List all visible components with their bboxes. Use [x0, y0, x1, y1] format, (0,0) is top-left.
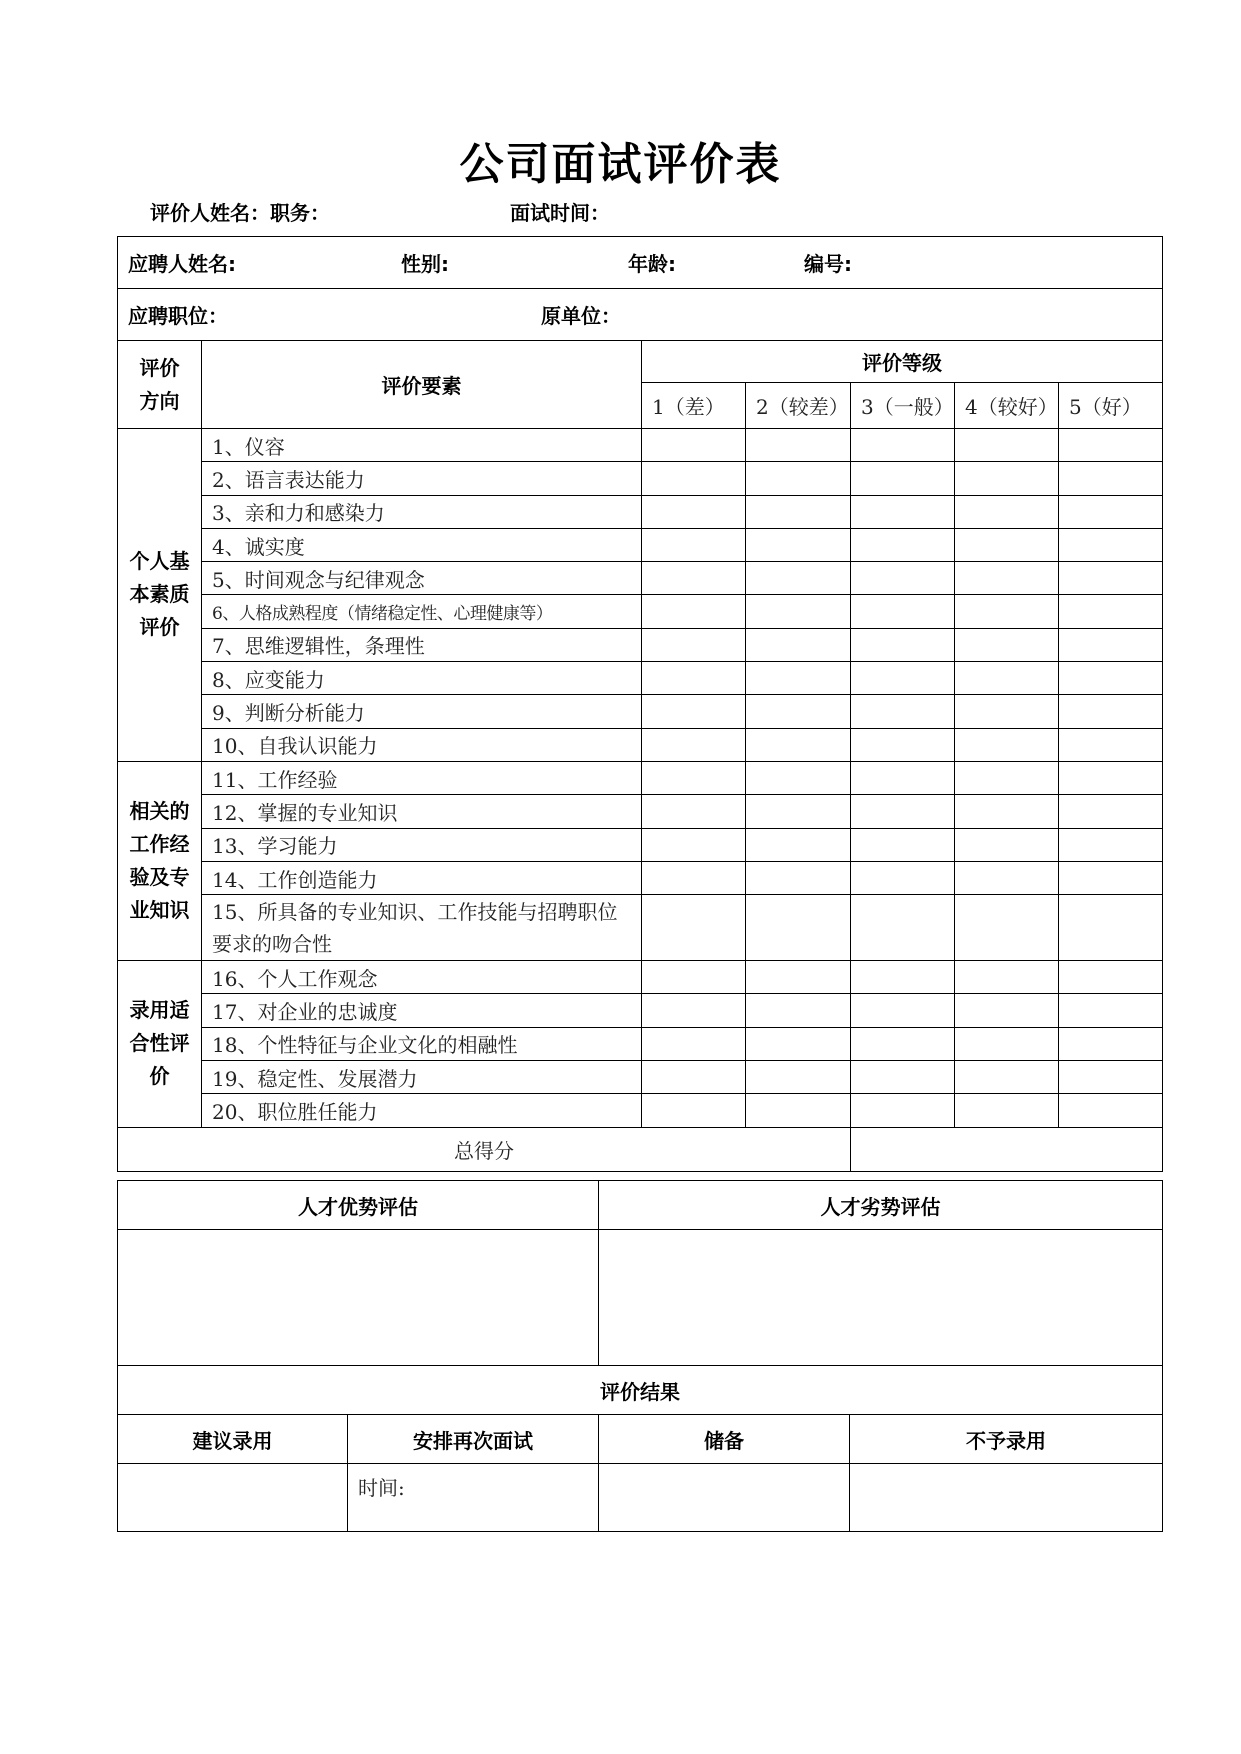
score-cell[interactable]	[851, 761, 955, 794]
score-cell[interactable]	[1059, 628, 1163, 661]
score-cell[interactable]	[955, 728, 1059, 761]
criteria-row	[118, 695, 1163, 728]
criteria-row	[118, 1094, 1163, 1127]
score-cell[interactable]	[955, 1061, 1059, 1094]
number-label: 编号:	[804, 252, 852, 276]
direction-hiring-fit: 录用适合性评价	[118, 961, 202, 1127]
score-cell[interactable]	[955, 528, 1059, 561]
score-cell[interactable]	[1059, 429, 1163, 462]
score-cell[interactable]	[642, 994, 746, 1027]
score-cell[interactable]	[851, 861, 955, 894]
criteria-item: 18、个性特征与企业文化的相融性	[202, 1027, 642, 1060]
score-cell[interactable]	[746, 429, 851, 462]
score-cell[interactable]	[746, 961, 851, 994]
direction-header: 评价方向	[118, 341, 202, 429]
score-cell[interactable]	[851, 1094, 955, 1127]
score-cell[interactable]	[1059, 528, 1163, 561]
criteria-row	[118, 462, 1163, 495]
score-cell[interactable]	[955, 595, 1059, 628]
criteria-item: 6、人格成熟程度（情绪稳定性、心理健康等）	[202, 595, 642, 628]
score-cell[interactable]	[1059, 795, 1163, 828]
score-cell[interactable]	[642, 728, 746, 761]
criteria-row	[118, 861, 1163, 894]
score-cell[interactable]	[642, 895, 746, 961]
score-cell[interactable]	[1059, 662, 1163, 695]
score-cell[interactable]	[1059, 1094, 1163, 1127]
score-cell[interactable]	[851, 795, 955, 828]
score-cell[interactable]	[642, 462, 746, 495]
assessment-table	[117, 1180, 1163, 1532]
score-cell[interactable]	[642, 1094, 746, 1127]
score-cell[interactable]	[1059, 595, 1163, 628]
score-cell[interactable]	[642, 562, 746, 595]
score-cell[interactable]	[642, 861, 746, 894]
result-header: 评价结果	[118, 1366, 1163, 1415]
grade-2-header: 2（较差）	[746, 383, 851, 429]
score-cell[interactable]	[1059, 495, 1163, 528]
score-cell[interactable]	[746, 761, 851, 794]
total-score-label: 总得分	[118, 1127, 851, 1171]
result-fields-row	[118, 1464, 1163, 1532]
grade-1-header: 1（差）	[642, 383, 746, 429]
second-interview-time-field[interactable]: 时间:	[348, 1464, 599, 1532]
criteria-row	[118, 828, 1163, 861]
criteria-item: 12、掌握的专业知识	[202, 795, 642, 828]
grade-4-header: 4（较好）	[955, 383, 1059, 429]
score-cell[interactable]	[642, 1027, 746, 1060]
score-cell[interactable]	[746, 562, 851, 595]
total-score-cell[interactable]	[851, 1127, 1163, 1171]
score-cell[interactable]	[851, 961, 955, 994]
applicant-info-row	[118, 237, 1163, 289]
score-cell[interactable]	[955, 761, 1059, 794]
criteria-item: 15、所具备的专业知识、工作技能与招聘职位要求的吻合性	[202, 895, 642, 961]
header-row	[118, 341, 1163, 383]
score-cell[interactable]	[851, 895, 955, 961]
interview-time-label: 面试时间：	[510, 201, 610, 225]
score-cell[interactable]	[746, 595, 851, 628]
reserve-field[interactable]	[599, 1464, 850, 1532]
score-cell[interactable]	[746, 895, 851, 961]
score-cell[interactable]	[851, 1027, 955, 1060]
score-cell[interactable]	[955, 562, 1059, 595]
criteria-item: 19、稳定性、发展潜力	[202, 1061, 642, 1094]
score-cell[interactable]	[1059, 761, 1163, 794]
second-interview-option[interactable]: 安排再次面试	[348, 1415, 599, 1464]
score-cell[interactable]	[642, 495, 746, 528]
score-cell[interactable]	[642, 961, 746, 994]
score-cell[interactable]	[642, 761, 746, 794]
score-cell[interactable]	[642, 695, 746, 728]
reserve-option[interactable]: 储备	[599, 1415, 850, 1464]
criteria-row	[118, 728, 1163, 761]
reject-field[interactable]	[850, 1464, 1163, 1532]
criteria-item: 16、个人工作观念	[202, 961, 642, 994]
score-cell[interactable]	[851, 462, 955, 495]
score-cell[interactable]	[1059, 861, 1163, 894]
score-cell[interactable]	[746, 1061, 851, 1094]
criteria-item: 13、学习能力	[202, 828, 642, 861]
weaknesses-field[interactable]	[599, 1230, 1163, 1366]
total-score-row	[118, 1127, 1163, 1171]
criteria-row	[118, 429, 1163, 462]
grade-header: 评价等级	[642, 341, 1163, 383]
criteria-item: 4、诚实度	[202, 528, 642, 561]
score-cell[interactable]	[746, 861, 851, 894]
criteria-row	[118, 628, 1163, 661]
score-cell[interactable]	[746, 495, 851, 528]
score-cell[interactable]	[955, 662, 1059, 695]
score-cell[interactable]	[1059, 828, 1163, 861]
score-cell[interactable]	[955, 861, 1059, 894]
position-info-row	[118, 289, 1163, 341]
score-cell[interactable]	[746, 462, 851, 495]
assessment-header-row	[118, 1181, 1163, 1230]
score-cell[interactable]	[955, 628, 1059, 661]
criteria-row	[118, 662, 1163, 695]
score-cell[interactable]	[851, 495, 955, 528]
score-cell[interactable]	[746, 1094, 851, 1127]
result-options-row	[118, 1415, 1163, 1464]
score-cell[interactable]	[1059, 562, 1163, 595]
criteria-item: 5、时间观念与纪律观念	[202, 562, 642, 595]
criteria-row	[118, 595, 1163, 628]
score-cell[interactable]	[955, 695, 1059, 728]
score-cell[interactable]	[851, 728, 955, 761]
score-cell[interactable]	[746, 994, 851, 1027]
score-cell[interactable]	[1059, 895, 1163, 961]
score-cell[interactable]	[1059, 695, 1163, 728]
score-cell[interactable]	[746, 1027, 851, 1060]
age-label: 年龄:	[628, 252, 676, 276]
score-cell[interactable]	[642, 429, 746, 462]
recommend-hire-option[interactable]: 建议录用	[118, 1415, 348, 1464]
original-unit-label: 原单位：	[541, 304, 621, 328]
score-cell[interactable]	[746, 728, 851, 761]
reject-option[interactable]: 不予录用	[850, 1415, 1163, 1464]
strengths-field[interactable]	[118, 1230, 599, 1366]
strengths-header: 人才优势评估	[118, 1181, 599, 1230]
criteria-item: 2、语言表达能力	[202, 462, 642, 495]
score-cell[interactable]	[955, 895, 1059, 961]
score-cell[interactable]	[746, 795, 851, 828]
page-title: 公司面试评价表	[459, 139, 782, 190]
score-cell[interactable]	[955, 429, 1059, 462]
score-cell[interactable]	[955, 1027, 1059, 1060]
score-cell[interactable]	[1059, 961, 1163, 994]
score-cell[interactable]	[642, 795, 746, 828]
evaluator-label: 评价人姓名：职务：	[150, 201, 330, 225]
direction-personal-quality: 个人基本素质评价	[118, 429, 202, 762]
position-label: 应聘职位：	[128, 304, 228, 328]
score-cell[interactable]	[851, 695, 955, 728]
criteria-item: 20、职位胜任能力	[202, 1094, 642, 1127]
criteria-item: 3、亲和力和感染力	[202, 495, 642, 528]
score-cell[interactable]	[642, 528, 746, 561]
score-cell[interactable]	[955, 795, 1059, 828]
recommend-hire-field[interactable]	[118, 1464, 348, 1532]
grade-5-header: 5（好）	[1059, 383, 1163, 429]
score-cell[interactable]	[851, 828, 955, 861]
score-cell[interactable]	[746, 662, 851, 695]
criteria-item: 1、仪容	[202, 429, 642, 462]
score-cell[interactable]	[746, 695, 851, 728]
score-cell[interactable]	[851, 528, 955, 561]
result-header-row	[118, 1366, 1163, 1415]
score-cell[interactable]	[1059, 1027, 1163, 1060]
score-cell[interactable]	[746, 628, 851, 661]
grade-3-header: 3（一般）	[851, 383, 955, 429]
score-cell[interactable]	[1059, 728, 1163, 761]
criteria-item: 11、工作经验	[202, 761, 642, 794]
criteria-item: 9、判断分析能力	[202, 695, 642, 728]
criteria-item: 17、对企业的忠诚度	[202, 994, 642, 1027]
applicant-name-label: 应聘人姓名:	[128, 252, 236, 276]
criteria-row	[118, 562, 1163, 595]
score-cell[interactable]	[955, 961, 1059, 994]
criteria-row	[118, 1061, 1163, 1094]
criteria-row	[118, 895, 1163, 961]
criteria-row	[118, 994, 1163, 1027]
criteria-item: 7、思维逻辑性，条理性	[202, 628, 642, 661]
score-cell[interactable]	[746, 528, 851, 561]
score-cell[interactable]	[851, 1061, 955, 1094]
score-cell[interactable]	[955, 828, 1059, 861]
criteria-item: 10、自我认识能力	[202, 728, 642, 761]
score-cell[interactable]	[851, 595, 955, 628]
score-cell[interactable]	[851, 662, 955, 695]
score-cell[interactable]	[642, 1061, 746, 1094]
score-cell[interactable]	[851, 429, 955, 462]
score-cell[interactable]	[642, 628, 746, 661]
score-cell[interactable]	[955, 994, 1059, 1027]
criteria-row	[118, 961, 1163, 994]
criteria-row	[118, 528, 1163, 561]
criteria-row	[118, 1027, 1163, 1060]
score-cell[interactable]	[955, 462, 1059, 495]
score-cell[interactable]	[851, 628, 955, 661]
score-cell[interactable]	[1059, 1061, 1163, 1094]
score-cell[interactable]	[851, 562, 955, 595]
score-cell[interactable]	[642, 595, 746, 628]
score-cell[interactable]	[642, 662, 746, 695]
score-cell[interactable]	[642, 828, 746, 861]
direction-work-experience: 相关的工作经验及专业知识	[118, 761, 202, 960]
score-cell[interactable]	[955, 1094, 1059, 1127]
assessment-body-row	[118, 1230, 1163, 1366]
score-cell[interactable]	[1059, 462, 1163, 495]
gender-label: 性别:	[401, 252, 449, 276]
criteria-row	[118, 495, 1163, 528]
criteria-row	[118, 761, 1163, 794]
elements-header: 评价要素	[202, 341, 642, 429]
weaknesses-header: 人才劣势评估	[599, 1181, 1163, 1230]
criteria-item: 14、工作创造能力	[202, 861, 642, 894]
score-cell[interactable]	[955, 495, 1059, 528]
score-cell[interactable]	[1059, 994, 1163, 1027]
score-cell[interactable]	[746, 828, 851, 861]
criteria-item: 8、应变能力	[202, 662, 642, 695]
score-cell[interactable]	[851, 994, 955, 1027]
criteria-row	[118, 795, 1163, 828]
evaluation-form-table	[117, 236, 1163, 1172]
